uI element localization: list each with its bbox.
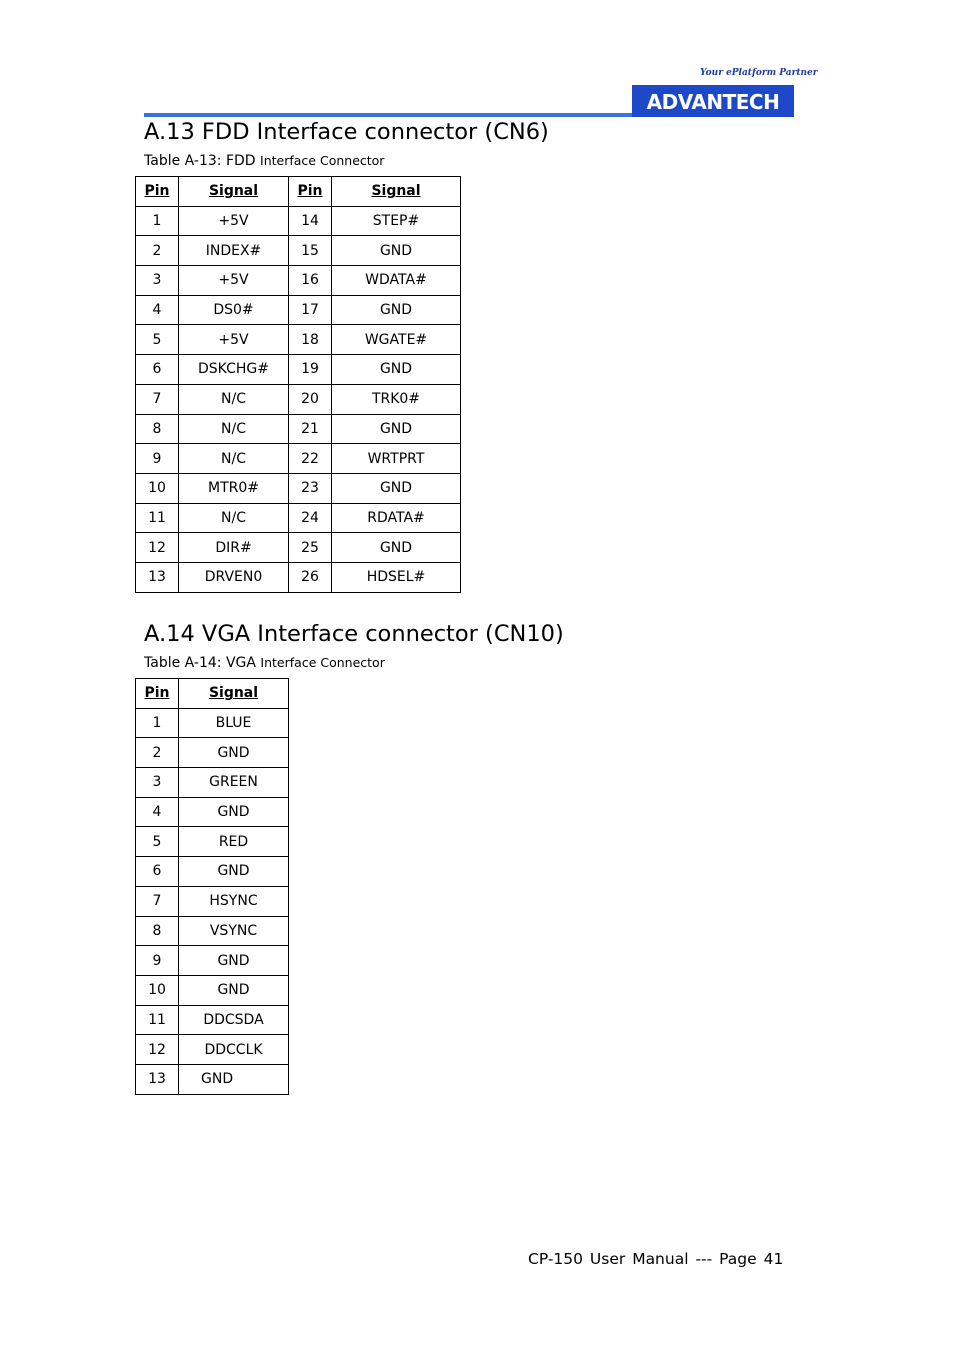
table-row (136, 355, 461, 385)
pin-cell: 3 (136, 266, 179, 296)
signal-cell: GND (179, 797, 289, 827)
fdd-pin-table (135, 176, 461, 593)
signal-cell: GND (332, 236, 461, 266)
pin-cell: 1 (136, 708, 179, 738)
table-row (136, 325, 461, 355)
section-a14-title: A.14 VGA Interface connector (CN10) (144, 621, 564, 647)
table-row (136, 533, 461, 563)
signal-cell: DS0# (179, 295, 289, 325)
vga-pin-table (135, 678, 289, 1095)
signal-cell: +5V (179, 206, 289, 236)
signal-cell: DRVEN0 (179, 562, 289, 592)
pin-cell: 15 (289, 236, 332, 266)
pin-cell: 16 (289, 266, 332, 296)
signal-cell: GREEN (179, 768, 289, 798)
pin-cell: 10 (136, 975, 179, 1005)
section-a13-title: A.13 FDD Interface connector (CN6) (144, 119, 549, 145)
signal-cell: RDATA# (332, 503, 461, 533)
pin-cell: 9 (136, 946, 179, 976)
signal-cell: HSYNC (179, 886, 289, 916)
table-row (136, 886, 289, 916)
signal-cell: DDCSDA (179, 1005, 289, 1035)
pin-cell: 4 (136, 295, 179, 325)
signal-cell: GND (179, 975, 289, 1005)
pin-cell: 21 (289, 414, 332, 444)
table-a14-caption-suffix: Interface Connector (260, 655, 385, 670)
signal-cell: GND (332, 355, 461, 385)
table-row (136, 1005, 289, 1035)
table-row (136, 444, 461, 474)
signal-cell: WDATA# (332, 266, 461, 296)
pin-cell: 11 (136, 1005, 179, 1035)
pin-cell: 17 (289, 295, 332, 325)
signal-cell: N/C (179, 444, 289, 474)
table-row (136, 562, 461, 592)
table-row (136, 708, 289, 738)
signal-cell: GND (179, 1064, 289, 1094)
table-row (136, 1035, 289, 1065)
column-header-pin-2: Pin (289, 177, 332, 207)
pin-cell: 23 (289, 473, 332, 503)
table-row (136, 266, 461, 296)
pin-cell: 1 (136, 206, 179, 236)
signal-cell: WGATE# (332, 325, 461, 355)
pin-cell: 8 (136, 414, 179, 444)
header-tagline: Your ePlatform Partner (700, 68, 818, 78)
page-footer: CP-150 User Manual --- Page 41 (528, 1250, 784, 1268)
column-header-signal: Signal (179, 177, 289, 207)
signal-cell: BLUE (179, 708, 289, 738)
pin-cell: 25 (289, 533, 332, 563)
pin-cell: 12 (136, 1035, 179, 1065)
table-row (136, 738, 289, 768)
signal-cell: +5V (179, 266, 289, 296)
pin-cell: 13 (136, 1064, 179, 1094)
advantech-logo: ADVANTECH (632, 85, 794, 117)
pin-cell: 11 (136, 503, 179, 533)
pin-cell: 3 (136, 768, 179, 798)
table-row (136, 295, 461, 325)
column-header-signal: Signal (179, 679, 289, 709)
column-header-pin: Pin (136, 679, 179, 709)
table-a14-caption-prefix: Table A-14: VGA (144, 655, 261, 671)
table-row (136, 857, 289, 887)
pin-cell: 12 (136, 533, 179, 563)
signal-cell: DSKCHG# (179, 355, 289, 385)
signal-cell: GND (332, 295, 461, 325)
table-row (136, 384, 461, 414)
pin-cell: 6 (136, 857, 179, 887)
pin-cell: 4 (136, 797, 179, 827)
table-header-row (136, 177, 461, 207)
signal-cell: N/C (179, 414, 289, 444)
signal-cell: +5V (179, 325, 289, 355)
pin-cell: 18 (289, 325, 332, 355)
pin-cell: 10 (136, 473, 179, 503)
signal-cell: TRK0# (332, 384, 461, 414)
pin-cell: 7 (136, 886, 179, 916)
signal-cell: GND (179, 946, 289, 976)
pin-cell: 22 (289, 444, 332, 474)
table-a13-caption-suffix: Interface Connector (260, 153, 385, 168)
table-row (136, 473, 461, 503)
signal-cell: VSYNC (179, 916, 289, 946)
pin-cell: 5 (136, 827, 179, 857)
table-row (136, 827, 289, 857)
pin-cell: 19 (289, 355, 332, 385)
table-row (136, 206, 461, 236)
table-row (136, 414, 461, 444)
pin-cell: 5 (136, 325, 179, 355)
table-row (136, 503, 461, 533)
table-a14-caption (144, 655, 385, 671)
signal-cell: STEP# (332, 206, 461, 236)
table-row (136, 768, 289, 798)
table-row (136, 916, 289, 946)
pin-cell: 13 (136, 562, 179, 592)
signal-cell: DIR# (179, 533, 289, 563)
signal-cell: N/C (179, 384, 289, 414)
table-header-row (136, 679, 289, 709)
signal-cell: MTR0# (179, 473, 289, 503)
column-header-signal-2: Signal (332, 177, 461, 207)
signal-cell: RED (179, 827, 289, 857)
signal-cell: GND (332, 414, 461, 444)
signal-cell: HDSEL# (332, 562, 461, 592)
pin-cell: 2 (136, 738, 179, 768)
column-header-pin: Pin (136, 177, 179, 207)
table-row (136, 946, 289, 976)
pin-cell: 26 (289, 562, 332, 592)
pin-cell: 6 (136, 355, 179, 385)
signal-cell: GND (332, 533, 461, 563)
pin-cell: 7 (136, 384, 179, 414)
signal-cell: WRTPRT (332, 444, 461, 474)
table-a13-caption (144, 153, 384, 169)
table-row (136, 1064, 289, 1094)
signal-cell: GND (179, 857, 289, 887)
pin-cell: 24 (289, 503, 332, 533)
table-a13-caption-prefix: Table A-13: FDD (144, 153, 261, 169)
signal-cell: GND (332, 473, 461, 503)
signal-cell: GND (179, 738, 289, 768)
table-row (136, 236, 461, 266)
pin-cell: 14 (289, 206, 332, 236)
pin-cell: 8 (136, 916, 179, 946)
table-row (136, 975, 289, 1005)
signal-cell: DDCCLK (179, 1035, 289, 1065)
pin-cell: 9 (136, 444, 179, 474)
signal-cell: N/C (179, 503, 289, 533)
pin-cell: 20 (289, 384, 332, 414)
pin-cell: 2 (136, 236, 179, 266)
table-row (136, 797, 289, 827)
signal-cell: INDEX# (179, 236, 289, 266)
